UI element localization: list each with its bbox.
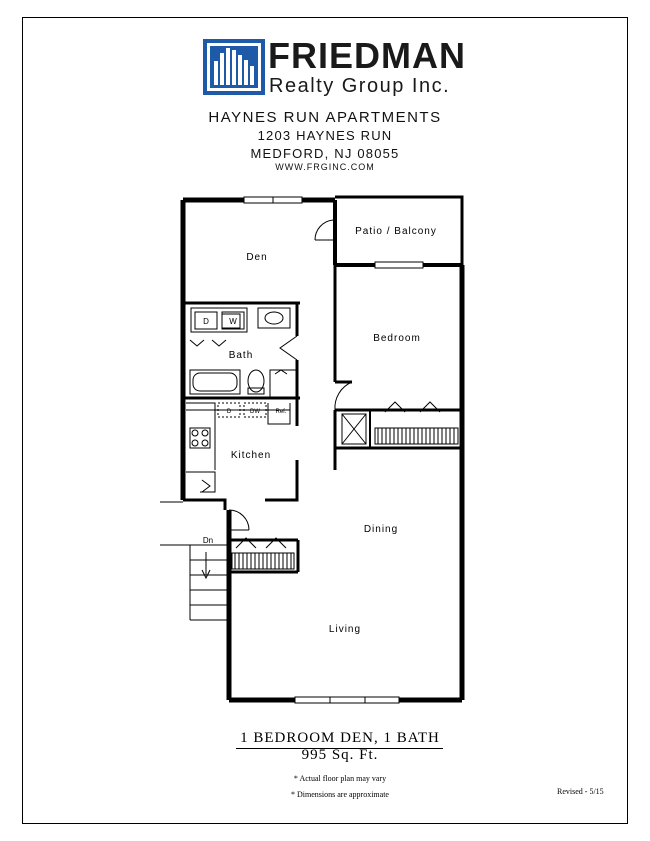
dishwasher-label: DW [250, 409, 260, 415]
room-label-kitchen: Kitchen [230, 450, 272, 461]
property-name: HAYNES RUN APARTMENTS [208, 109, 442, 126]
unit-type: 1 BEDROOM DEN, 1 BATH [240, 730, 440, 746]
washer-label: W [229, 317, 237, 326]
room-label-den: Den [246, 252, 268, 263]
property-website[interactable]: WWW.FRGINC.COM [275, 162, 375, 172]
room-label-bedroom: Bedroom [373, 333, 421, 344]
room-label-dining: Dining [363, 524, 399, 535]
room-label-patio: Patio / Balcony [355, 226, 437, 237]
unit-size: 995 Sq. Ft. [301, 747, 379, 763]
note-dimensions-approx: * Dimensions are approximate [291, 790, 389, 799]
range-label: D [226, 409, 232, 415]
note-floor-plan-vary: * Actual floor plan may vary [293, 774, 387, 783]
stairs-label: Dn [202, 536, 214, 545]
property-city: MEDFORD, NJ 08055 [250, 146, 400, 161]
room-label-living: Living [328, 624, 362, 635]
property-street: 1203 HAYNES RUN [257, 128, 393, 143]
dryer-label: D [203, 317, 209, 326]
room-label-bath: Bath [228, 350, 254, 361]
brand-name: FRIEDMAN [268, 35, 466, 76]
brand-subtitle: Realty Group Inc. [269, 75, 451, 97]
fridge-label: Ref. [275, 409, 287, 415]
revised-date: Revised - 5/15 [557, 787, 604, 796]
